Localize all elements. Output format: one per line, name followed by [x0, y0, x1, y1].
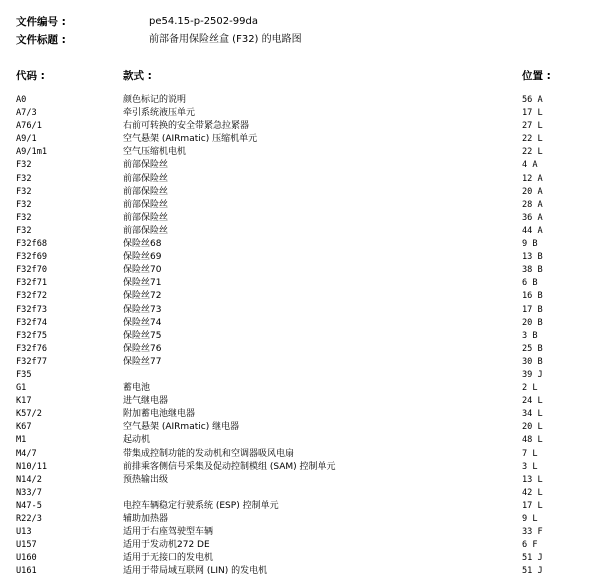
style-cell: 前部保险丝 [123, 199, 169, 210]
code-cell: F32f68 [16, 239, 48, 250]
position-cell: 39 J [522, 369, 543, 380]
code-cell: U157 [16, 540, 37, 551]
position-cell: 44 A [522, 225, 543, 236]
table-row [0, 277, 603, 290]
table-row [0, 94, 603, 107]
code-cell: U161 [16, 566, 37, 577]
position-cell: 24 L [522, 396, 543, 407]
style-cell: 牵引系统液压单元 [123, 108, 196, 119]
position-cell: 48 L [522, 435, 543, 446]
table-row [0, 107, 603, 120]
code-cell: A0 [16, 95, 27, 105]
code-cell: F32f74 [16, 317, 48, 328]
code-cell: K57/2 [16, 409, 42, 420]
code-cell: F32 [16, 225, 32, 236]
position-cell: 42 L [522, 487, 543, 498]
style-cell: 保险丝73 [123, 304, 162, 315]
table-row [0, 212, 603, 225]
position-cell: 51 J [522, 566, 543, 577]
style-cell: 适用于无接口的发电机 [123, 553, 214, 564]
position-cell: 56 A [522, 95, 543, 105]
style-cell: 保险丝74 [123, 317, 162, 328]
code-cell: F32 [16, 173, 32, 184]
position-cell: 6 F [522, 540, 538, 551]
position-cell: 30 B [522, 356, 543, 367]
code-cell: F32f71 [16, 278, 48, 289]
style-cell: 保险丝69 [123, 252, 162, 263]
style-cell: 前部保险丝 [123, 225, 169, 236]
position-cell: 3 B [522, 330, 538, 341]
position-cell: 22 L [522, 147, 543, 158]
position-cell: 4 A [522, 160, 538, 171]
style-cell: 电控车辆稳定行驶系统 (ESP) 控制单元 [123, 500, 279, 511]
code-cell: M4/7 [16, 448, 37, 459]
position-cell: 28 A [522, 199, 543, 210]
position-cell: 20 L [522, 422, 543, 433]
style-cell: 前部保险丝 [123, 173, 169, 184]
code-cell: G1 [16, 383, 27, 394]
table-row [0, 264, 603, 277]
code-cell: F35 [16, 369, 32, 380]
position-cell: 34 L [522, 409, 543, 420]
style-cell: 保险丝77 [123, 356, 162, 367]
position-cell: 6 B [522, 278, 538, 289]
table-row [0, 120, 603, 133]
style-cell: 颜色标记的说明 [123, 95, 187, 105]
style-cell: 前部保险丝 [123, 212, 169, 223]
position-cell: 7 L [522, 448, 538, 459]
style-cell: 保险丝71 [123, 278, 162, 289]
style-cell: 前排乘客侧信号采集及促动控制模组 (SAM) 控制单元 [123, 461, 336, 472]
code-cell: U160 [16, 553, 37, 564]
style-cell: 前部保险丝 [123, 160, 169, 171]
style-cell: 附加蓄电池继电器 [123, 409, 196, 420]
position-cell: 51 J [522, 553, 543, 564]
code-cell: A7/3 [16, 108, 37, 119]
table-row [0, 330, 603, 343]
table-row [0, 434, 603, 447]
table-row [0, 356, 603, 369]
style-cell: 空气悬架 (AIRmatic) 继电器 [123, 422, 240, 433]
table-row [0, 290, 603, 303]
table-row [0, 186, 603, 199]
position-cell: 13 B [522, 252, 543, 263]
table-row [0, 539, 603, 552]
position-cell: 13 L [522, 474, 543, 485]
position-cell: 27 L [522, 121, 543, 132]
code-cell: N47-5 [16, 500, 42, 511]
position-cell: 3 L [522, 461, 538, 472]
code-cell: F32f72 [16, 291, 48, 302]
table-row [0, 552, 603, 565]
code-cell: A9/1m1 [16, 147, 48, 158]
style-cell: 保险丝68 [123, 239, 162, 250]
position-cell: 16 B [522, 291, 543, 302]
table-row [0, 395, 603, 408]
code-cell: F32f77 [16, 356, 48, 367]
table-row [0, 199, 603, 212]
style-cell: 空气压缩机电机 [123, 147, 187, 158]
position-cell: 38 B [522, 265, 543, 276]
code-column-header: 代码 : [16, 70, 45, 82]
component-table [0, 94, 603, 578]
code-cell: F32 [16, 160, 32, 171]
style-cell: 右前可转换的安全带紧急拉紧器 [123, 121, 250, 132]
code-cell: R22/3 [16, 514, 42, 524]
table-row [0, 317, 603, 330]
code-cell: F32f76 [16, 343, 48, 354]
position-cell: 17 L [522, 500, 543, 511]
code-cell: F32 [16, 186, 32, 197]
position-cell: 17 B [522, 304, 543, 315]
table-row [0, 526, 603, 539]
code-cell: M1 [16, 435, 27, 446]
file-number-value: pe54.15-p-2502-99da [149, 16, 258, 27]
style-cell: 保险丝75 [123, 330, 162, 341]
code-cell: F32 [16, 199, 32, 210]
table-row [0, 343, 603, 356]
table-row [0, 461, 603, 474]
position-cell: 9 L [522, 514, 538, 524]
table-row [0, 238, 603, 251]
position-cell: 36 A [522, 212, 543, 223]
position-cell: 22 L [522, 134, 543, 145]
position-cell: 9 B [522, 239, 538, 250]
position-cell: 17 L [522, 108, 543, 119]
table-row [0, 448, 603, 461]
style-cell: 适用于发动机272 DE [123, 540, 210, 551]
style-cell: 适用于右座驾驶型车辆 [123, 527, 214, 538]
code-cell: F32f73 [16, 304, 48, 315]
table-row [0, 565, 603, 578]
file-title-label: 文件标题 : [16, 34, 66, 46]
table-row [0, 133, 603, 146]
position-cell: 20 A [522, 186, 543, 197]
code-cell: A76/1 [16, 121, 42, 132]
table-row [0, 408, 603, 421]
table-row [0, 513, 603, 526]
code-cell: K17 [16, 396, 32, 407]
table-row [0, 146, 603, 159]
table-row [0, 474, 603, 487]
table-row [0, 173, 603, 186]
style-cell: 保险丝76 [123, 343, 162, 354]
style-column-header: 款式 : [123, 70, 152, 82]
style-cell: 适用于带局域互联网 (LIN) 的发电机 [123, 566, 268, 577]
position-cell: 2 L [522, 383, 538, 394]
code-cell: U13 [16, 527, 32, 538]
style-cell: 保险丝70 [123, 265, 162, 276]
code-cell: F32f69 [16, 252, 48, 263]
style-cell: 辅助加热器 [123, 514, 169, 524]
table-row [0, 421, 603, 434]
position-column-header: 位置 : [522, 70, 551, 82]
position-cell: 25 B [522, 343, 543, 354]
position-cell: 20 B [522, 317, 543, 328]
style-cell: 起动机 [123, 435, 151, 446]
table-row [0, 251, 603, 264]
position-cell: 33 F [522, 527, 543, 538]
table-row [0, 500, 603, 513]
code-cell: A9/1 [16, 134, 37, 145]
position-cell: 12 A [522, 173, 543, 184]
code-cell: K67 [16, 422, 32, 433]
table-row [0, 369, 603, 382]
style-cell: 前部保险丝 [123, 186, 169, 197]
table-row [0, 487, 603, 500]
code-cell: N10/11 [16, 461, 48, 472]
style-cell: 蓄电池 [123, 383, 151, 394]
style-cell: 空气悬架 (AIRmatic) 压缩机单元 [123, 134, 258, 145]
code-cell: F32f75 [16, 330, 48, 341]
style-cell: 预热输出级 [123, 474, 169, 485]
table-row [0, 382, 603, 395]
table-row [0, 304, 603, 317]
code-cell: F32f70 [16, 265, 48, 276]
code-cell: N33/7 [16, 487, 42, 498]
code-cell: N14/2 [16, 474, 42, 485]
table-row [0, 225, 603, 238]
code-cell: F32 [16, 212, 32, 223]
table-row [0, 159, 603, 172]
style-cell: 带集成控制功能的发动机和空调器吸风电扇 [123, 448, 295, 459]
file-title-value: 前部备用保险丝盒 (F32) 的电路图 [149, 34, 302, 45]
file-number-label: 文件编号 : [16, 16, 66, 28]
style-cell: 保险丝72 [123, 291, 162, 302]
style-cell: 进气继电器 [123, 396, 169, 407]
